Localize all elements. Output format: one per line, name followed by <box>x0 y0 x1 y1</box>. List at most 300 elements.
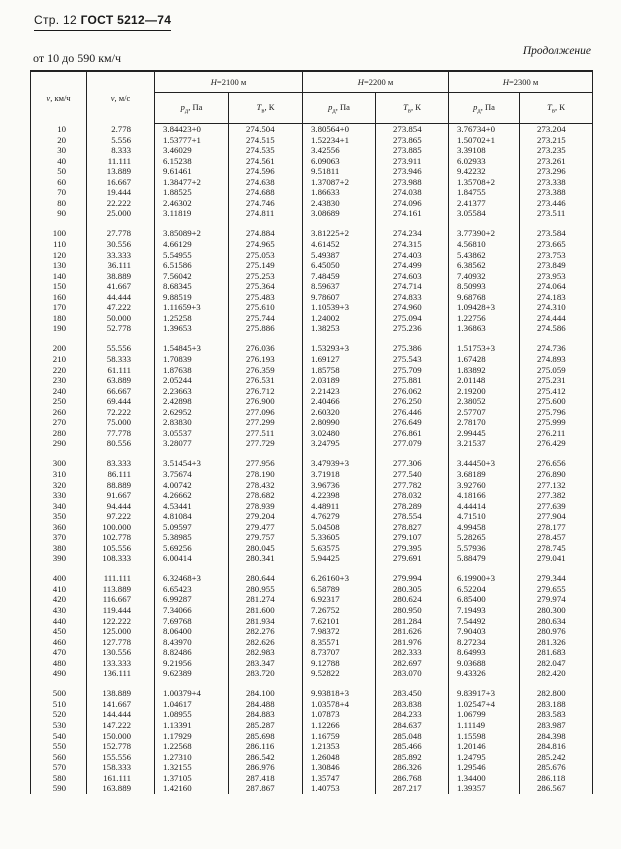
cell-pressure-2200: 5.63575 <box>303 543 376 554</box>
cell-pressure-2100: 1.08955 <box>155 709 229 720</box>
cell-temperature-2300: 273.296 <box>520 166 593 177</box>
table-row <box>31 752 593 763</box>
cell-temperature-2100: 278.432 <box>229 479 303 490</box>
group-gap-cell <box>31 449 87 459</box>
cell-temperature-2300: 275.231 <box>520 375 593 386</box>
cell-temperature-2300: 282.420 <box>520 668 593 679</box>
table-row <box>31 177 593 188</box>
cell-speed-kmh: 470 <box>52 647 66 658</box>
cell-pressure-2100: 3.85089+2 <box>155 228 229 239</box>
table-row <box>31 522 593 533</box>
cell-pressure-2200: 3.47939+3 <box>303 458 376 469</box>
cell-temperature-2300: 276.429 <box>520 438 593 449</box>
cell-temperature-2200: 273.865 <box>376 135 449 146</box>
cell-temperature-2200: 275.543 <box>376 354 449 365</box>
cell-speed-ms: 116.667 <box>87 594 155 605</box>
cell-speed-ms: 38.889 <box>87 271 155 282</box>
group-gap-cell <box>303 449 376 459</box>
cell-speed-ms: 91.667 <box>87 490 155 501</box>
cell-pressure-2200: 1.38253 <box>303 323 376 334</box>
cell-speed-ms: 72.222 <box>87 407 155 418</box>
cell-pressure-2100: 7.34066 <box>155 605 229 616</box>
cell-temperature-2300: 273.388 <box>520 187 593 198</box>
cell-temperature-2100: 275.886 <box>229 323 303 334</box>
cell-pressure-2300: 3.76734+0 <box>449 124 520 135</box>
cell-speed-ms: 30.556 <box>87 239 155 250</box>
table-row <box>31 417 593 428</box>
cell-speed-kmh: 80 <box>57 197 66 208</box>
group-gap-cell <box>87 334 155 344</box>
table-row <box>31 271 593 282</box>
cell-pressure-2100: 4.66129 <box>155 239 229 250</box>
table-row <box>31 364 593 375</box>
cell-temperature-2200: 277.079 <box>376 438 449 449</box>
col-header-temperature-2300 <box>520 93 593 124</box>
cell-pressure-2200: 6.45050 <box>303 260 376 271</box>
cell-pressure-2300: 7.54492 <box>449 616 520 627</box>
cell-pressure-2200: 1.30846 <box>303 762 376 773</box>
cell-temperature-2200: 279.395 <box>376 543 449 554</box>
cell-pressure-2100: 9.61461 <box>155 166 229 177</box>
cell-pressure-2100: 1.27310 <box>155 752 229 763</box>
cell-temperature-2100: 277.299 <box>229 417 303 428</box>
cell-temperature-2200: 278.554 <box>376 511 449 522</box>
cell-speed-kmh: 330 <box>52 490 66 501</box>
group-gap-cell <box>87 449 155 459</box>
table-row <box>31 145 593 156</box>
cell-pressure-2100: 5.09597 <box>155 522 229 533</box>
cell-speed-kmh: 350 <box>52 511 66 522</box>
cell-pressure-2200: 9.78607 <box>303 292 376 303</box>
cell-pressure-2100: 1.39653 <box>155 323 229 334</box>
cell-pressure-2300: 9.03688 <box>449 658 520 669</box>
cell-speed-kmh: 90 <box>57 208 66 219</box>
table-row <box>31 532 593 543</box>
cell-pressure-2100: 6.65423 <box>155 584 229 595</box>
cell-pressure-2200: 5.33605 <box>303 532 376 543</box>
table-row <box>31 187 593 198</box>
cell-temperature-2100: 274.811 <box>229 208 303 219</box>
cell-temperature-2300: 273.511 <box>520 208 593 219</box>
cell-temperature-2200: 274.499 <box>376 260 449 271</box>
pressure-symbol: p <box>328 101 333 112</box>
cell-pressure-2200: 3.71918 <box>303 469 376 480</box>
col-header-speed-ms <box>87 71 155 124</box>
cell-temperature-2300: 276.890 <box>520 469 593 480</box>
cell-pressure-2300: 9.68768 <box>449 292 520 303</box>
cell-temperature-2200: 281.976 <box>376 637 449 648</box>
cell-speed-kmh: 200 <box>52 343 66 354</box>
cell-temperature-2100: 274.638 <box>229 177 303 188</box>
cell-speed-ms: 52.778 <box>87 323 155 334</box>
col-header-pressure-2300 <box>449 93 520 124</box>
cell-speed-kmh: 60 <box>57 176 66 187</box>
cell-temperature-2300: 280.634 <box>520 616 593 627</box>
table-row <box>31 281 593 292</box>
cell-pressure-2200: 6.58789 <box>303 584 376 595</box>
table-row <box>31 156 593 167</box>
cell-temperature-2100: 284.488 <box>229 699 303 710</box>
cell-pressure-2200: 2.40466 <box>303 396 376 407</box>
cell-temperature-2200: 283.450 <box>376 688 449 699</box>
cell-speed-kmh: 70 <box>57 187 66 198</box>
table-row <box>31 553 593 564</box>
cell-pressure-2200: 3.08689 <box>303 208 376 219</box>
cell-pressure-2300: 4.18166 <box>449 490 520 501</box>
cell-pressure-2300: 1.84755 <box>449 187 520 198</box>
cell-temperature-2100: 280.341 <box>229 553 303 564</box>
cell-temperature-2100: 281.274 <box>229 594 303 605</box>
cell-pressure-2200: 1.16759 <box>303 730 376 741</box>
cell-temperature-2300: 278.745 <box>520 543 593 554</box>
cell-speed-kmh: 320 <box>52 479 66 490</box>
cell-speed-ms: 44.444 <box>87 292 155 303</box>
cell-temperature-2200: 274.161 <box>376 208 449 219</box>
cell-temperature-2200: 274.714 <box>376 281 449 292</box>
cell-temperature-2300: 285.242 <box>520 752 593 763</box>
cell-pressure-2100: 2.23663 <box>155 386 229 397</box>
cell-temperature-2300: 274.183 <box>520 292 593 303</box>
cell-pressure-2200: 3.80564+0 <box>303 124 376 135</box>
cell-temperature-2300: 279.974 <box>520 594 593 605</box>
cell-temperature-2300: 278.177 <box>520 522 593 533</box>
cell-temperature-2200: 274.096 <box>376 198 449 209</box>
table-row <box>31 250 593 261</box>
col-header-pressure-2100 <box>155 93 229 124</box>
cell-pressure-2300: 6.19900+3 <box>449 573 520 584</box>
cell-pressure-2300: 1.67428 <box>449 354 520 365</box>
group-gap-cell <box>155 449 229 459</box>
table-row <box>31 469 593 480</box>
cell-temperature-2300: 273.665 <box>520 239 593 250</box>
cell-speed-kmh: 370 <box>52 532 66 543</box>
cell-temperature-2300: 286.567 <box>520 783 593 794</box>
cell-temperature-2100: 281.600 <box>229 605 303 616</box>
cell-pressure-2200: 4.22398 <box>303 490 376 501</box>
cell-speed-ms: 5.556 <box>87 135 155 146</box>
cell-pressure-2100: 1.38477+2 <box>155 177 229 188</box>
cell-pressure-2200: 1.21353 <box>303 741 376 752</box>
cell-temperature-2100: 275.364 <box>229 281 303 292</box>
cell-pressure-2200: 3.96736 <box>303 479 376 490</box>
cell-speed-kmh: 530 <box>52 720 66 730</box>
cell-pressure-2200: 1.10539+3 <box>303 302 376 313</box>
cell-speed-kmh: 190 <box>52 323 66 334</box>
cell-temperature-2300: 274.893 <box>520 354 593 365</box>
cell-temperature-2100: 284.883 <box>229 709 303 720</box>
cell-temperature-2100: 275.149 <box>229 260 303 271</box>
cell-temperature-2100: 274.504 <box>229 124 303 135</box>
table-row <box>31 458 593 469</box>
cell-speed-ms: 8.333 <box>87 145 155 156</box>
cell-pressure-2300: 2.41377 <box>449 198 520 209</box>
cell-pressure-2300: 5.43862 <box>449 250 520 261</box>
cell-temperature-2300: 277.639 <box>520 501 593 512</box>
cell-temperature-2300: 280.976 <box>520 626 593 637</box>
cell-temperature-2300: 275.999 <box>520 417 593 428</box>
cell-temperature-2200: 273.988 <box>376 177 449 188</box>
cell-temperature-2100: 274.884 <box>229 228 303 239</box>
table-row <box>31 511 593 522</box>
cell-pressure-2200: 1.53293+3 <box>303 343 376 354</box>
cell-speed-ms: 47.222 <box>87 302 155 313</box>
table-row <box>31 198 593 209</box>
cell-speed-kmh: 440 <box>52 615 66 626</box>
cell-temperature-2200: 280.305 <box>376 584 449 595</box>
cell-pressure-2200: 1.69127 <box>303 354 376 365</box>
cell-speed-ms: 80.556 <box>87 438 155 449</box>
cell-speed-kmh: 550 <box>52 741 66 752</box>
cell-pressure-2100: 3.05537 <box>155 428 229 439</box>
temperature-subscript: в <box>407 107 411 115</box>
cell-speed-kmh: 20 <box>57 134 66 145</box>
cell-temperature-2100: 278.190 <box>229 469 303 480</box>
page-header <box>34 13 171 31</box>
cell-temperature-2100: 284.100 <box>229 688 303 699</box>
cell-pressure-2300: 1.02547+4 <box>449 699 520 710</box>
cell-speed-kmh: 50 <box>57 166 66 177</box>
table-row <box>31 396 593 407</box>
cell-temperature-2300: 279.344 <box>520 573 593 584</box>
cell-temperature-2100: 285.287 <box>229 720 303 731</box>
cell-temperature-2100: 279.757 <box>229 532 303 543</box>
table-row <box>31 741 593 752</box>
pressure-unit: , Па <box>188 101 203 112</box>
cell-pressure-2200: 3.81225+2 <box>303 228 376 239</box>
group-gap-cell <box>303 679 376 689</box>
cell-pressure-2100: 1.53777+1 <box>155 135 229 146</box>
cell-speed-kmh: 120 <box>52 249 66 260</box>
cell-temperature-2200: 275.094 <box>376 313 449 324</box>
table-row <box>31 626 593 637</box>
cell-pressure-2100: 3.11819 <box>155 208 229 219</box>
cell-temperature-2200: 278.289 <box>376 501 449 512</box>
cell-speed-ms: 152.778 <box>87 741 155 752</box>
temperature-unit: , К <box>410 101 421 112</box>
cell-speed-kmh: 500 <box>52 688 66 699</box>
cell-temperature-2200: 282.333 <box>376 647 449 658</box>
speed-ms-unit: , м/с <box>114 92 131 103</box>
cell-pressure-2200: 4.48911 <box>303 501 376 512</box>
pressure-subscript: д <box>477 107 481 115</box>
cell-pressure-2300: 3.92760 <box>449 479 520 490</box>
cell-temperature-2100: 277.956 <box>229 458 303 469</box>
cell-temperature-2100: 275.053 <box>229 250 303 261</box>
cell-temperature-2100: 283.720 <box>229 668 303 679</box>
table-row <box>31 124 593 135</box>
cell-temperature-2200: 275.386 <box>376 343 449 354</box>
speed-kmh-unit: , км/ч <box>50 92 71 103</box>
cell-speed-kmh: 360 <box>52 521 66 532</box>
cell-temperature-2300: 279.655 <box>520 584 593 595</box>
cell-pressure-2200: 2.43830 <box>303 198 376 209</box>
cell-pressure-2300: 3.21537 <box>449 438 520 449</box>
pressure-symbol: p <box>473 101 478 112</box>
temperature-unit: , К <box>554 101 565 112</box>
cell-speed-ms: 94.444 <box>87 501 155 512</box>
cell-speed-ms: 27.778 <box>87 228 155 239</box>
temperature-subscript: в <box>551 107 555 115</box>
cell-speed-ms: 163.889 <box>87 783 155 794</box>
cell-speed-kmh: 490 <box>52 668 66 679</box>
speed-ms-symbol: v <box>110 92 115 103</box>
cell-temperature-2300: 276.211 <box>520 428 593 439</box>
cell-speed-ms: 77.778 <box>87 428 155 439</box>
table-row <box>31 343 593 354</box>
cell-temperature-2100: 277.096 <box>229 407 303 418</box>
table-row <box>31 688 593 699</box>
table-row <box>31 594 593 605</box>
cell-pressure-2200: 4.76279 <box>303 511 376 522</box>
cell-temperature-2200: 278.032 <box>376 490 449 501</box>
cell-temperature-2200: 273.946 <box>376 166 449 177</box>
cell-speed-kmh: 100 <box>52 228 66 239</box>
group-gap-cell <box>155 219 229 229</box>
cell-pressure-2200: 5.94425 <box>303 553 376 564</box>
cell-temperature-2100: 274.965 <box>229 239 303 250</box>
cell-temperature-2300: 274.586 <box>520 323 593 334</box>
cell-pressure-2200: 3.02480 <box>303 428 376 439</box>
cell-pressure-2300: 2.19200 <box>449 386 520 397</box>
cell-temperature-2300: 282.047 <box>520 658 593 669</box>
cell-temperature-2300: 273.753 <box>520 250 593 261</box>
col-header-speed-kmh <box>31 71 87 124</box>
cell-pressure-2300: 8.50993 <box>449 281 520 292</box>
cell-temperature-2200: 274.315 <box>376 239 449 250</box>
cell-temperature-2300: 277.382 <box>520 490 593 501</box>
cell-pressure-2300: 2.57707 <box>449 407 520 418</box>
table-row <box>31 709 593 720</box>
group-gap-cell <box>229 564 303 574</box>
cell-speed-ms: 16.667 <box>87 177 155 188</box>
cell-temperature-2200: 285.466 <box>376 741 449 752</box>
cell-pressure-2100: 8.06400 <box>155 626 229 637</box>
cell-temperature-2200: 275.881 <box>376 375 449 386</box>
cell-pressure-2100: 8.82486 <box>155 647 229 658</box>
cell-temperature-2300: 276.656 <box>520 458 593 469</box>
cell-temperature-2100: 285.698 <box>229 730 303 741</box>
group-gap-row <box>31 679 593 689</box>
cell-speed-kmh: 40 <box>57 155 66 166</box>
cell-speed-ms: 2.778 <box>87 124 155 135</box>
cell-pressure-2200: 1.37087+2 <box>303 177 376 188</box>
cell-temperature-2300: 273.849 <box>520 260 593 271</box>
cell-pressure-2100: 5.54955 <box>155 250 229 261</box>
cell-speed-kmh: 160 <box>52 291 66 302</box>
table-row <box>31 323 593 334</box>
table-row <box>31 783 593 794</box>
cell-speed-ms: 111.111 <box>87 573 155 584</box>
cell-pressure-2300: 5.28265 <box>449 532 520 543</box>
group-gap-cell <box>155 334 229 344</box>
table-row <box>31 730 593 741</box>
table-row <box>31 302 593 313</box>
group-gap-row <box>31 449 593 459</box>
cell-pressure-2300: 1.83892 <box>449 364 520 375</box>
cell-pressure-2100: 3.75674 <box>155 469 229 480</box>
cell-temperature-2100: 286.976 <box>229 762 303 773</box>
cell-pressure-2100: 2.62952 <box>155 407 229 418</box>
cell-speed-ms: 66.667 <box>87 386 155 397</box>
cell-pressure-2200: 2.60320 <box>303 407 376 418</box>
cell-speed-ms: 50.000 <box>87 313 155 324</box>
group-gap-cell <box>376 449 449 459</box>
pressure-unit: , Па <box>335 101 350 112</box>
cell-speed-kmh: 220 <box>52 364 66 375</box>
cell-temperature-2100: 275.483 <box>229 292 303 303</box>
cell-speed-ms: 108.333 <box>87 553 155 564</box>
cell-temperature-2100: 282.276 <box>229 626 303 637</box>
cell-speed-ms: 141.667 <box>87 699 155 710</box>
cell-pressure-2300: 6.52204 <box>449 584 520 595</box>
cell-speed-ms: 144.444 <box>87 709 155 720</box>
cell-pressure-2100: 1.42160 <box>155 783 229 794</box>
cell-temperature-2100: 280.045 <box>229 543 303 554</box>
cell-pressure-2300: 7.90403 <box>449 626 520 637</box>
cell-temperature-2100: 274.561 <box>229 156 303 167</box>
cell-speed-ms: 58.333 <box>87 354 155 365</box>
group-gap-cell <box>449 564 520 574</box>
cell-speed-kmh: 270 <box>52 417 66 428</box>
group-gap-cell <box>229 449 303 459</box>
cell-speed-kmh: 580 <box>52 772 66 783</box>
cell-speed-ms: 113.889 <box>87 584 155 595</box>
cell-pressure-2200: 1.12266 <box>303 720 376 731</box>
group-gap-cell <box>376 219 449 229</box>
cell-temperature-2100: 276.712 <box>229 386 303 397</box>
cell-pressure-2200: 2.21423 <box>303 386 376 397</box>
cell-pressure-2300: 9.83917+3 <box>449 688 520 699</box>
cell-temperature-2100: 276.900 <box>229 396 303 407</box>
cell-temperature-2200: 284.637 <box>376 720 449 731</box>
cell-speed-kmh: 30 <box>57 145 66 156</box>
cell-pressure-2300: 3.05584 <box>449 208 520 219</box>
cell-temperature-2100: 279.204 <box>229 511 303 522</box>
cell-speed-kmh: 570 <box>52 762 66 773</box>
cell-temperature-2200: 274.403 <box>376 250 449 261</box>
cell-pressure-2100: 9.62389 <box>155 668 229 679</box>
cell-speed-kmh: 480 <box>52 657 66 668</box>
cell-pressure-2100: 6.00414 <box>155 553 229 564</box>
cell-pressure-2300: 6.02933 <box>449 156 520 167</box>
cell-temperature-2300: 281.683 <box>520 647 593 658</box>
cell-temperature-2300: 282.800 <box>520 688 593 699</box>
cell-temperature-2200: 281.284 <box>376 616 449 627</box>
cell-pressure-2300: 2.78170 <box>449 417 520 428</box>
cell-speed-kmh: 180 <box>52 312 66 323</box>
cell-temperature-2100: 276.036 <box>229 343 303 354</box>
cell-pressure-2100: 1.37105 <box>155 773 229 784</box>
cell-pressure-2100: 1.32155 <box>155 762 229 773</box>
table-row <box>31 313 593 324</box>
cell-pressure-2300: 1.36863 <box>449 323 520 334</box>
cell-pressure-2300: 1.50702+1 <box>449 135 520 146</box>
cell-temperature-2300: 274.444 <box>520 313 593 324</box>
cell-pressure-2300: 8.64993 <box>449 647 520 658</box>
cell-speed-kmh: 10 <box>57 123 66 134</box>
cell-temperature-2200: 276.250 <box>376 396 449 407</box>
cell-temperature-2100: 280.955 <box>229 584 303 595</box>
cell-pressure-2200: 1.86633 <box>303 187 376 198</box>
cell-pressure-2300: 1.39357 <box>449 783 520 794</box>
altitude-symbol: H <box>357 77 364 87</box>
cell-pressure-2100: 5.69256 <box>155 543 229 554</box>
cell-temperature-2300: 273.584 <box>520 228 593 239</box>
table-row <box>31 428 593 439</box>
cell-speed-ms: 130.556 <box>87 647 155 658</box>
cell-pressure-2300: 1.09428+3 <box>449 302 520 313</box>
cell-pressure-2200: 3.42556 <box>303 145 376 156</box>
